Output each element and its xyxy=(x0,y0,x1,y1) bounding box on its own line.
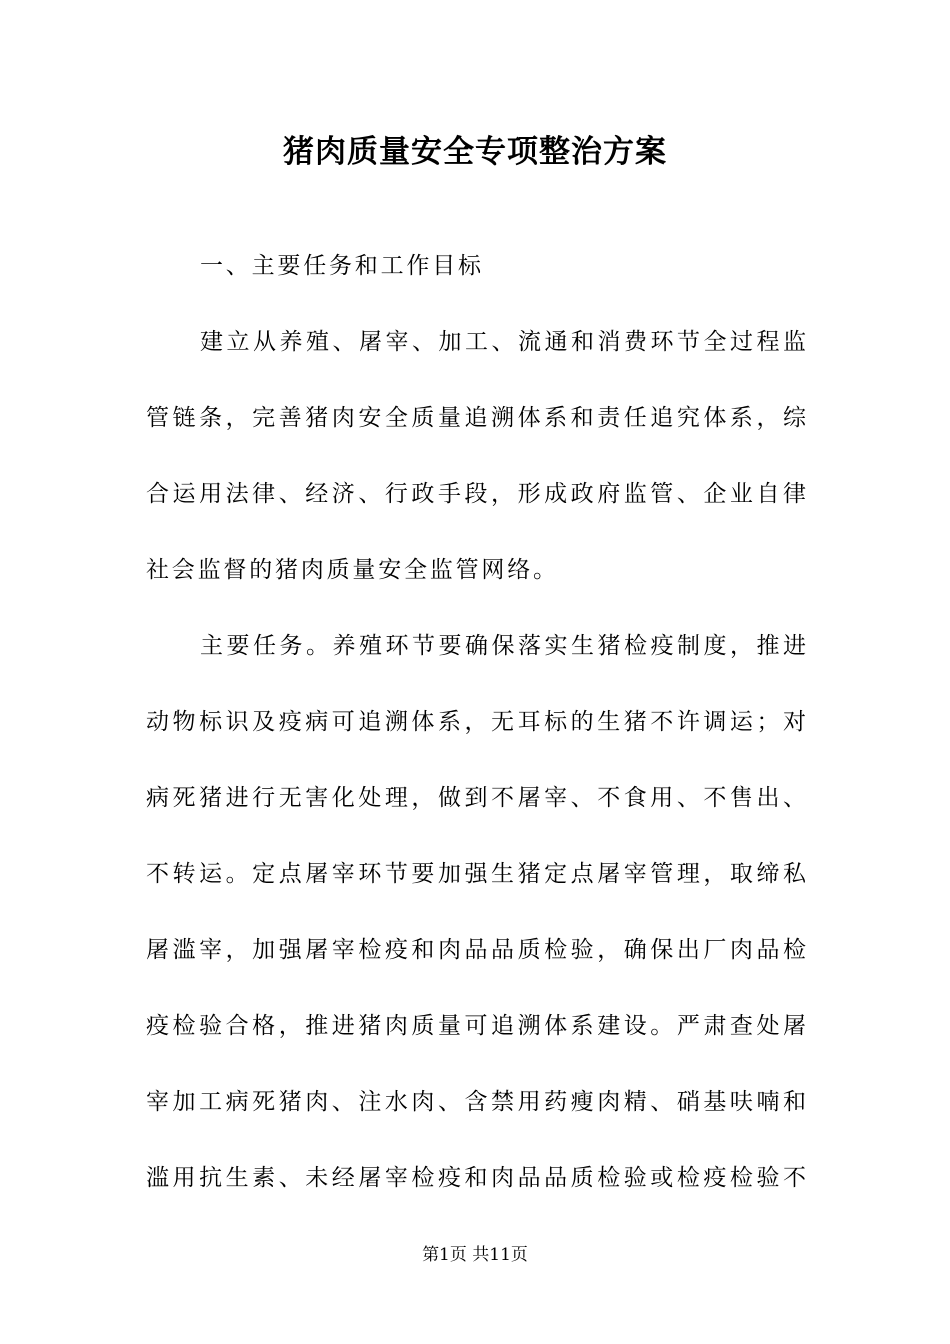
paragraph-2 xyxy=(146,624,806,1232)
paragraph-line: 主要任务。养殖环节要确保落实生猪检疫制度，推进 xyxy=(200,633,806,659)
paragraph-line: 管链条，完善猪肉安全质量追溯体系和责任追究体系，综 xyxy=(146,405,806,431)
paragraph-line: 建立从养殖、屠宰、加工、流通和消费环节全过程监 xyxy=(200,329,806,355)
paragraph-line: 合运用法律、经济、行政手段，形成政府监管、企业自律 xyxy=(146,481,806,507)
paragraph-line: 滥用抗生素、未经屠宰检疫和肉品品质检验或检疫检验不 xyxy=(146,1165,806,1191)
section-heading: 一、主要任务和工作目标 xyxy=(200,253,484,279)
paragraph-line: 动物标识及疫病可追溯体系，无耳标的生猪不许调运；对 xyxy=(146,709,806,735)
paragraph-line: 社会监督的猪肉质量安全监管网络。 xyxy=(146,557,559,583)
paragraph-line: 病死猪进行无害化处理，做到不屠宰、不食用、不售出、 xyxy=(146,785,806,811)
paragraph-1 xyxy=(146,320,806,624)
document-body xyxy=(146,244,806,1232)
paragraph-line: 屠滥宰，加强屠宰检疫和肉品品质检验，确保出厂肉品检 xyxy=(146,937,806,963)
page-number-footer: 第1页 共11页 xyxy=(422,1245,528,1265)
paragraph-line: 不转运。定点屠宰环节要加强生猪定点屠宰管理，取缔私 xyxy=(146,861,806,887)
document-title: 猪肉质量安全专项整治方案 xyxy=(283,134,667,170)
paragraph-line: 宰加工病死猪肉、注水肉、含禁用药瘦肉精、硝基呋喃和 xyxy=(146,1089,806,1115)
paragraph-line: 疫检验合格，推进猪肉质量可追溯体系建设。严肃查处屠 xyxy=(146,1013,806,1039)
